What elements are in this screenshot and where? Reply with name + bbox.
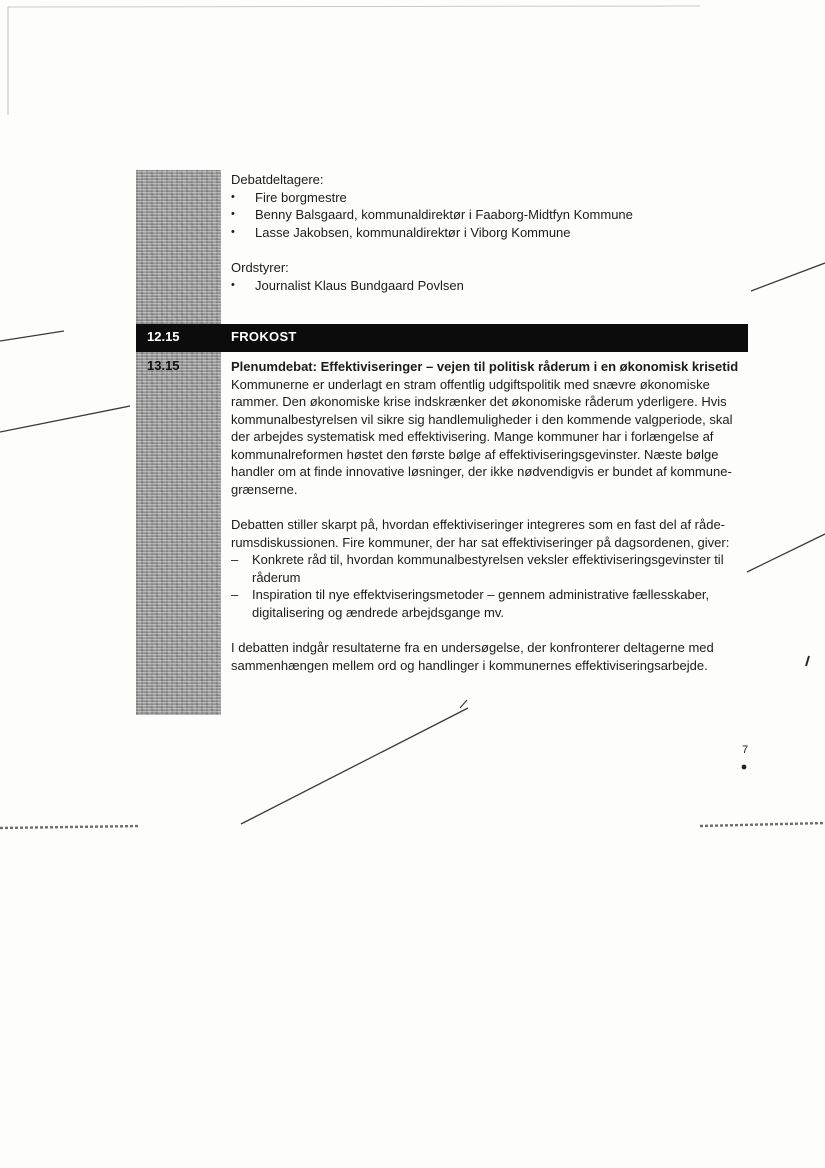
- dash-icon: –: [231, 552, 239, 567]
- list-item: [231, 189, 751, 207]
- scan-edge-mark-right: [700, 823, 825, 826]
- plenum-block: [231, 358, 751, 674]
- schedule-band-lunch: [136, 324, 748, 352]
- dash-icon: –: [231, 587, 239, 602]
- participant-name: Benny Balsgaard, kommunaldirektør i Faaborg-Midtfyn Kommune: [255, 207, 633, 222]
- debate-point: Konkrete råd til, hvordan kommunalbestyrelsen veksler effektiviseringsgevinster til råderum: [252, 552, 724, 585]
- participants-block: [231, 171, 751, 294]
- scan-artifact-line: [241, 708, 468, 824]
- plenum-time: 13.15: [147, 358, 180, 373]
- spacer: [231, 621, 751, 639]
- plenum-title: Plenumdebat: Effektiviseringer – vejen til politisk råderum i en økonomisk krisetid: [231, 359, 739, 374]
- plenum-paragraph-1: Kommunerne er underlagt en stram offentlig udgiftspolitik med snævre økonomiske rammer. Den økonomiske krise indskrænker det økonomiske råderum yderligere. Hvis kommunalbestyrelsen vil sikre sig handlemuligheder i den kommende valgperiode, skal der arbejdes systematisk med effektivisering. Mange kommuner har i forlængelse af kommunalreformen høstet den første bølge af effektiviseringsgevinster. Næste bølge handler om at finde innovative løsninger, der ikke nødvendigvis er bundet af kommune-grænserne.: [231, 376, 733, 497]
- scan-edge-mark-left: [0, 826, 140, 828]
- moderator-heading: Ordstyrer:: [231, 260, 289, 275]
- list-item: [231, 224, 751, 242]
- spacer: [231, 241, 751, 259]
- bullet-icon: •: [231, 278, 235, 291]
- scan-frame-top-line: [8, 6, 700, 7]
- participants-heading: Debatdeltagere:: [231, 172, 324, 187]
- bullet-icon: •: [231, 208, 235, 220]
- list-item: [231, 206, 751, 224]
- participant-name: Fire borgmestre: [255, 189, 347, 205]
- moderator-name: Journalist Klaus Bundgaard Povlsen: [255, 277, 464, 293]
- list-item: [231, 277, 751, 295]
- bullet-icon: •: [231, 190, 235, 203]
- timeline-sidebar-texture: [136, 170, 221, 715]
- scan-artifact-dot: [742, 765, 747, 770]
- scan-artifact-line: [0, 331, 64, 341]
- list-item: [231, 586, 751, 621]
- spacer: [231, 498, 751, 516]
- plenum-paragraph-2: Debatten stiller skarpt på, hvordan effektiviseringer integreres som en fast del af råde-rumsdiskussionen. Fire kommuner, der har sat effektiviseringer på dagsordenen, giver:: [231, 517, 730, 550]
- lunch-time: 12.15: [147, 329, 180, 344]
- scan-artifact-apostrophe: [806, 656, 809, 666]
- plenum-paragraph-3: I debatten indgår resultaterne fra en undersøgelse, der konfronterer deltagerne med sammenhængen mellem ord og handlinger i kommunernes effektiviseringsarbejde.: [231, 640, 714, 673]
- lunch-title: FROKOST: [231, 329, 297, 344]
- scan-artifact-tick: [460, 700, 467, 708]
- scan-artifact-line: [751, 263, 825, 291]
- debate-point: Inspiration til nye effektviseringsmetoder – gennem administrative fællesskaber, digitalisering og ændrede arbejdsgange mv.: [252, 587, 710, 620]
- participant-name: Lasse Jakobsen, kommunaldirektør i Viborg Kommune: [255, 224, 571, 240]
- list-item: [231, 551, 751, 586]
- bullet-icon: •: [231, 225, 235, 238]
- scan-artifact-line: [0, 406, 130, 432]
- page-number: 7: [742, 744, 749, 756]
- scan-artifact-line: [747, 534, 825, 572]
